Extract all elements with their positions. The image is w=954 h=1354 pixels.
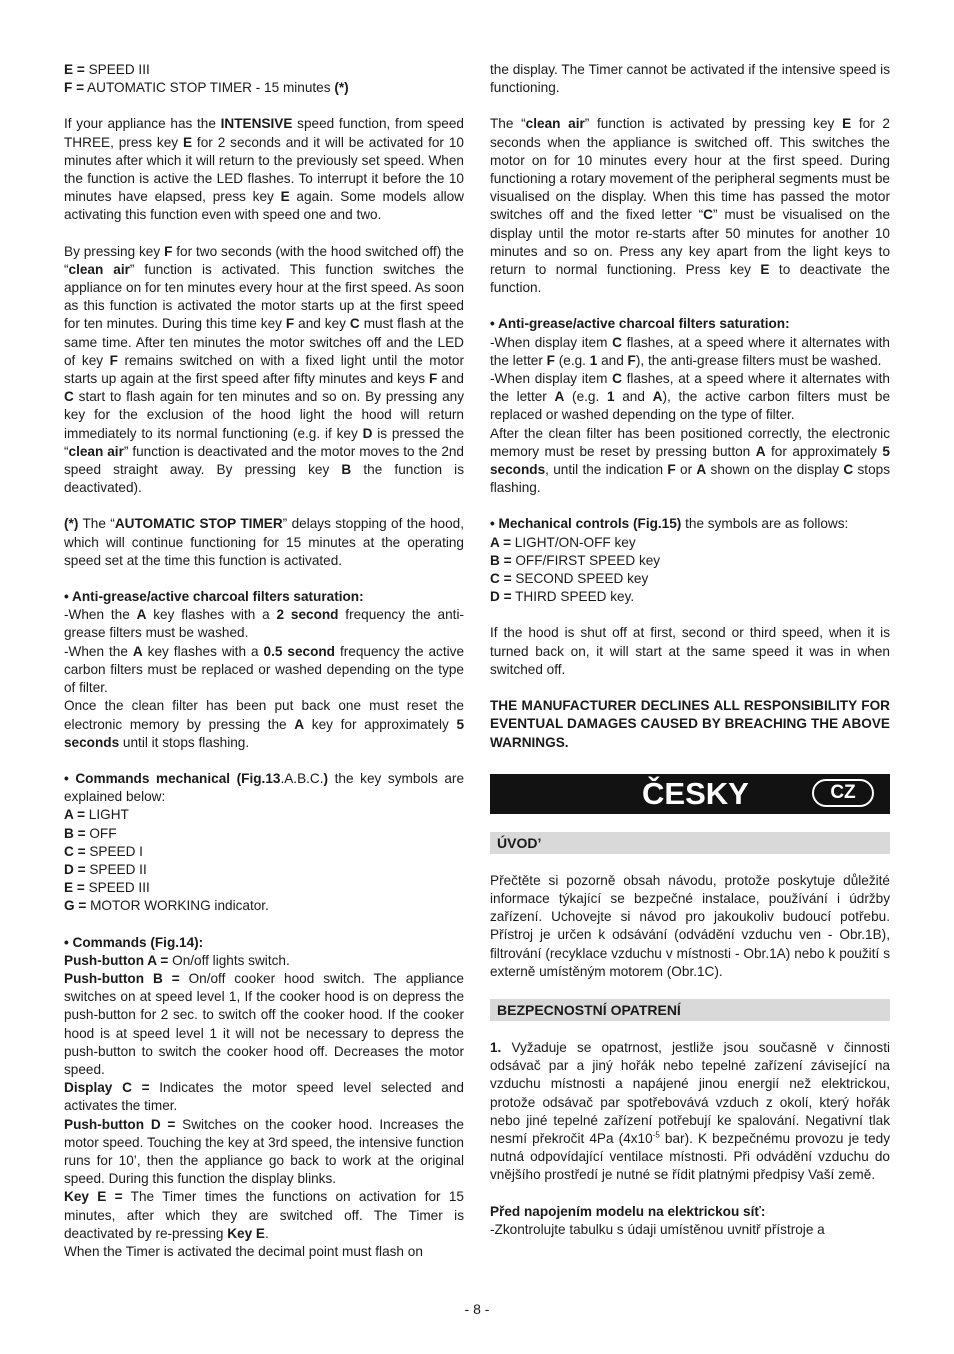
clean-air-paragraph-2: The “clean air” function is activated by pressing key E for 2 seconds when the appliance is switched off. This switches the motor on for 10 minutes every hour at the first speed. During functioning a rotary movement of the peripheral segments must be visualised on the display. When this time has passed the motor switches off and the fixed letter “C” must be visualised on the display until the motor re-starts after 50 minutes for another 10 minutes and so on. Press any key apart from the light keys to return to normal functioning. Press key E to deactivate the function. [490, 116, 890, 296]
cmd14-push-b: Push-button B = On/off cooker hood switch. The appliance switches on at speed level 1, If the cooker hood is on depress the push-button for 2 sec. to switch off the cooker hood. If the cooker hood is at speed level 1 it will not be necessary to depress the push-button to switch the cooker hood off. Decreases the motor speed. [64, 970, 464, 1077]
safety-heading: BEZPECNOSTNÍ OPATRENÍ [490, 999, 890, 1021]
right-column [490, 61, 890, 1239]
filters-line-1-2: -When display item C flashes, at a speed where it alternates with the letter F (e.g. 1 and F), the anti-grease filters must be washed. [490, 334, 890, 368]
safety-paragraph: 1. Vyžaduje se opatrnost, jestliže jsou současně v činnosti odsávač par a jiný hořák nebo tepelné zařízení závisející na vzduchu místnosti a napájené jinou energií než elektrickou, protože odsávač par spotřebovává vzduch z okolí, který hořák nebo jiné tepelné zařízení potřebují ke spalování. Negativní tlak nesmí překročit 4Pa ($4x10^{-5}$ bar). K bezpečnému provozu je tedy nutná odpovídající ventilace místnosti. Při odvádění vzduchu do vnějšího prostředí je nutné se řídit platnými předpisy Vaší země. [490, 1039, 890, 1183]
mech13-item: E = SPEED III [64, 880, 150, 896]
mech13-item: D = SPEED II [64, 861, 147, 877]
filters-line-3-2: After the clean filter has been positioned correctly, the electronic memory must be reset by pressing button A for approximately 5 seconds, until the indication F or A shown on the display C stops flashing. [490, 425, 890, 496]
page-number: - 8 - [464, 1301, 490, 1317]
language-banner [490, 774, 890, 814]
cmd14-heading: • Commands (Fig.14): [64, 934, 204, 950]
uvod-heading: ÚVOD’ [490, 832, 890, 854]
language-badge: CZ [812, 779, 874, 807]
mech15-item: B = OFF/FIRST SPEED key [490, 552, 661, 568]
banner-title: ČESKY [642, 775, 749, 811]
filters-line-2: -When the A key flashes with a 0.5 second frequency the active carbon filters must be replaced or washed depending on the type of filter. [64, 643, 465, 696]
mech15-item: A = LIGHT/ON-OFF key [490, 534, 636, 550]
connect-heading: Před napojením modelu na elektrickou síť: [490, 1203, 766, 1219]
cmd14-display-c: Display C = Indicates the motor speed level selected and activates the timer. [64, 1080, 464, 1114]
timer-f-line: F = AUTOMATIC STOP TIMER - 15 minutes (*) [64, 80, 349, 96]
left-column [64, 61, 464, 1261]
restart-paragraph: If the hood is shut off at first, second or third speed, when it is turned back on, it will start at the same speed it was in when switched off. [490, 625, 890, 677]
mech13-item: C = SPEED I [64, 843, 143, 859]
uvod-paragraph: Přečtěte si pozorně obsah návodu, protože poskytuje důležité informace týkající se bezpečné instalace, používání i údržby zařízení. Uchovejte si návod pro jakoukoliv budoucí potřebu. Přístroj je určen k odsávání (odvádění vzduchu ven - Obr.1B), filtrování (recyklace vzduchu v místnosti - Obr.1A) nebo k použití s externě umístěným motorem (Obr.1C). [490, 872, 890, 979]
mech15-item: C = SECOND SPEED key [490, 571, 649, 587]
filters-line-3: Once the clean filter has been put back one must reset the electronic memory by pressing the A key for approximately 5 seconds until it stops flashing. [64, 698, 465, 750]
filters-line-1: -When the A key flashes with a 2 second frequency the anti-grease filters must be washed. [64, 607, 464, 641]
filters-line-2-2: -When display item C flashes, at a speed where it alternates with the letter A (e.g. 1 and A), the active carbon filters must be replaced or washed depending on the type of filter. [490, 371, 891, 423]
filters-heading-2: • Anti-grease/active charcoal filters saturation: [490, 316, 790, 332]
cmd14-last-line: When the Timer is activated the decimal point must flash on [64, 1243, 423, 1259]
connect-paragraph: -Zkontrolujte tabulku s údaji umístěnou uvnitř přístroje a [490, 1221, 825, 1237]
mech15-item: D = THIRD SPEED key. [490, 589, 635, 605]
mech13-item: A = LIGHT [64, 807, 129, 823]
filters-heading: • Anti-grease/active charcoal filters saturation: [64, 589, 364, 605]
cmd14-push-d: Push-button D = Switches on the cooker hood. Increases the motor speed. Touching the key at 3rd speed, the intensive function runs for 10’, then the appliance go back to work at the original speed. During this function the display blinks. [64, 1116, 464, 1187]
warning-paragraph: THE MANUFACTURER DECLINES ALL RESPONSIBILITY FOR EVENTUAL DAMAGES CAUSED BY BREACHING THE ABOVE WARNINGS. [490, 698, 890, 750]
timer-continuation: the display. The Timer cannot be activated if the intensive speed is functioning. [490, 62, 890, 96]
mech13-heading: • Commands mechanical (Fig.13.A.B.C.) the key symbols are explained below: [64, 770, 465, 805]
cmd14-key-e: Key E = The Timer times the functions on activation for 15 minutes, after which they are switched off. The Timer is deactivated by re-pressing Key E. [64, 1189, 464, 1241]
cmd14-push-a: Push-button A = On/off lights switch. [64, 952, 290, 968]
intensive-paragraph: If your appliance has the INTENSIVE speed function, from speed THREE, press key E for 2 seconds and it will be activated for 10 minutes after which it will return to the previously set speed. When the function is active the LED flashes. To interrupt it before the 10 minutes have elapsed, press key E again. Some models allow activating this function even with speed one and two. [64, 116, 464, 223]
auto-stop-paragraph: (*) The “AUTOMATIC STOP TIMER” delays stopping of the hood, which will continue functioning for 15 minutes at the operating speed set at the time this function is activated. [64, 516, 465, 568]
mech15-heading: • Mechanical controls (Fig.15) the symbols are as follows: [490, 516, 849, 532]
clean-air-paragraph: By pressing key F for two seconds (with the hood switched off) the “clean air” function is activated. This function switches the appliance on for ten minutes every hour at the first speed. As soon as this function is activated the motor starts up at the first speed for ten minutes. During this time key F and key C must flash at the same time. After ten minutes the motor switches off and the LED of key F remains switched on with a fixed light until the motor starts up again at the first speed after fifty minutes and keys F and C start to flash again for ten minutes and so on. By pressing any key for the exclusion of the hood light the hood will return immediately to its normal functioning (e.g. if key D is pressed the “clean air” function is deactivated and the motor moves to the 2nd speed straight away. By pressing key B the function is deactivated). [64, 243, 465, 496]
speed-e-line: E = SPEED III [64, 62, 150, 77]
mech13-item: B = OFF [64, 825, 117, 841]
mech13-item: G = MOTOR WORKING indicator. [64, 898, 269, 914]
